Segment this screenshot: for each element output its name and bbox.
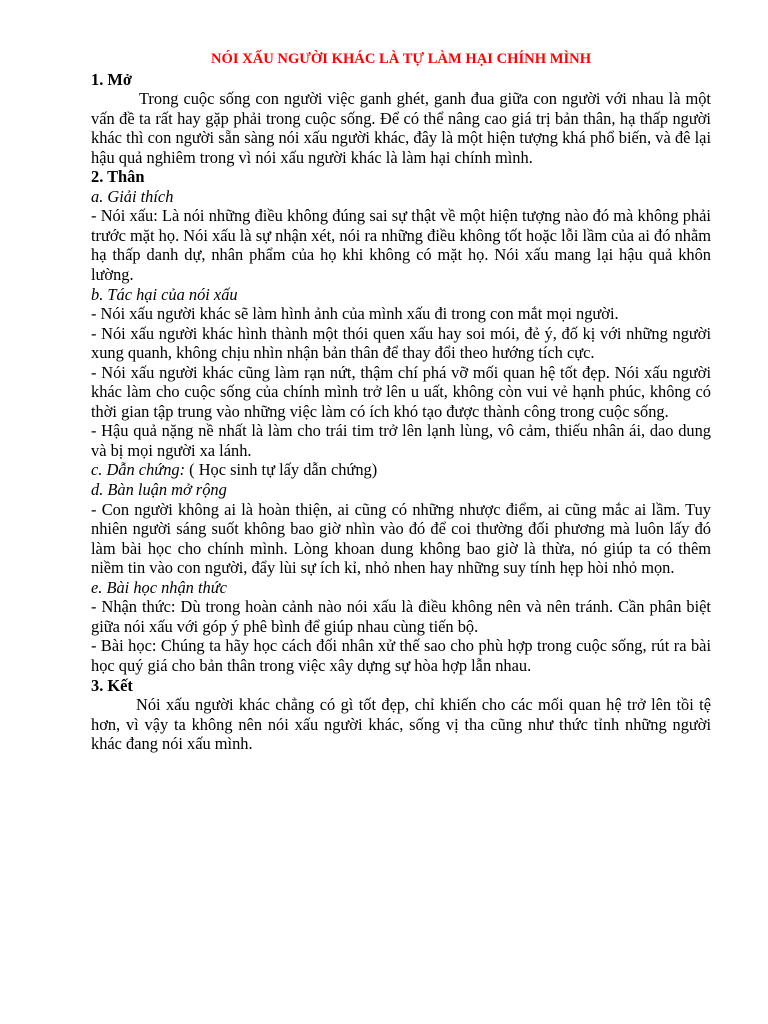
subsection-c-line: [91, 460, 711, 480]
subsection-a-paragraph: - Nói xấu: Là nói những điều không đúng sai sự thật về một hiện tượng nào đó mà không phải trước mặt họ. Nói xấu là sự nhận xét, nói ra những điều không tốt hoặc lỗi lầm của ai đó nhằm hạ thấp danh dự, nhân phẩm của họ khi không có mặt họ. Nói xấu mang lại hậu quả khôn lường.: [91, 206, 711, 285]
subsection-c-text: ( Học sinh tự lấy dẫn chứng): [185, 460, 378, 480]
subsection-e-item: - Bài học: Chúng ta hãy học cách đối nhân xử thế sao cho phù hợp trong cuộc sống, rút ra bài học quý giá cho bản thân trong việc xây dựng sự hòa hợp lẫn nhau.: [91, 636, 711, 675]
subsection-b-item: - Nói xấu người khác cũng làm rạn nứt, thậm chí phá vỡ mối quan hệ tốt đẹp. Nói xấu người khác làm cho cuộc sống của chính mình trở lên u uất, không còn vui vẻ hạnh phúc, không có thời gian tập trung vào những việc làm có ích khó tạo được thành công trong cuộc sống.: [91, 362, 711, 421]
subsection-e-heading: e. Bài học nhận thức: [91, 577, 227, 597]
section-1-heading: 1. Mở: [91, 69, 132, 89]
section-3-paragraph: Nói xấu người khác chẳng có gì tốt đẹp, chỉ khiến cho các mối quan hệ trở lên tồi tệ hơn, vì vậy ta không nên nói xấu người khác, sống vị tha cũng như thức tỉnh những người khác đang nói xấu mình.: [91, 695, 711, 754]
subsection-b-item: - Nói xấu người khác sẽ làm hình ảnh của mình xấu đi trong con mắt mọi người.: [91, 304, 619, 324]
section-1-paragraph: Trong cuộc sống con người việc ganh ghét, ganh đua giữa con người với nhau là một vấn đề ta rất hay gặp phải trong cuộc sống. Để có thể nâng cao giá trị bản thân, hạ thấp người khác thì con người sẵn sàng nói xấu người khác, đây là một hiện tượng khá phổ biến, và đê lại hậu quả nghiêm trong vì nói xấu người khác là làm hại chính mình.: [91, 89, 711, 167]
subsection-b-heading: b. Tác hại của nói xấu: [91, 284, 238, 304]
subsection-d-paragraph: - Con người không ai là hoàn thiện, ai cũng có những nhược điểm, ai cũng mắc ai lầm. Tuy nhiên người sáng suốt không bao giờ nhìn vào đó để coi thường đối phương mà luôn lấy đó làm bài học cho chính mình. Lòng khoan dung không bao giờ là thừa, nó giúp ta có thêm niềm tin vào con người, đẩy lùi sự ích kỉ, nhỏ nhen hay những suy tính hẹp hòi nhỏ mọn.: [91, 499, 711, 578]
subsection-b-item: - Nói xấu người khác hình thành một thói quen xấu hay soi mói, đẻ ý, đố kị với những người xung quanh, không chịu nhìn nhận bản thân để thay đổi theo hướng tích cực.: [91, 323, 711, 363]
document-page: [91, 50, 711, 754]
subsection-a-heading: a. Giải thích: [91, 186, 174, 206]
subsection-d-heading: d. Bàn luận mở rộng: [91, 480, 227, 500]
subsection-e-item: - Nhận thức: Dù trong hoàn cảnh nào nói xấu là điều không nên và nên tránh. Cần phân biệt giữa nói xấu với góp ý phê bình để giúp nhau cùng tiến bộ.: [91, 597, 711, 636]
subsection-c-label: c. Dẫn chứng:: [91, 460, 186, 480]
section-2-heading: 2. Thân: [91, 167, 145, 187]
subsection-b-item: - Hậu quả nặng nề nhất là làm cho trái tim trở lên lạnh lùng, vô cảm, thiếu nhân ái, dao dung và bị mọi người xa lánh.: [91, 421, 711, 460]
document-title: NÓI XẤU NGƯỜI KHÁC LÀ TỰ LÀM HẠI CHÍNH MÌNH: [210, 51, 592, 67]
section-3-heading: 3. Kết: [91, 675, 133, 695]
